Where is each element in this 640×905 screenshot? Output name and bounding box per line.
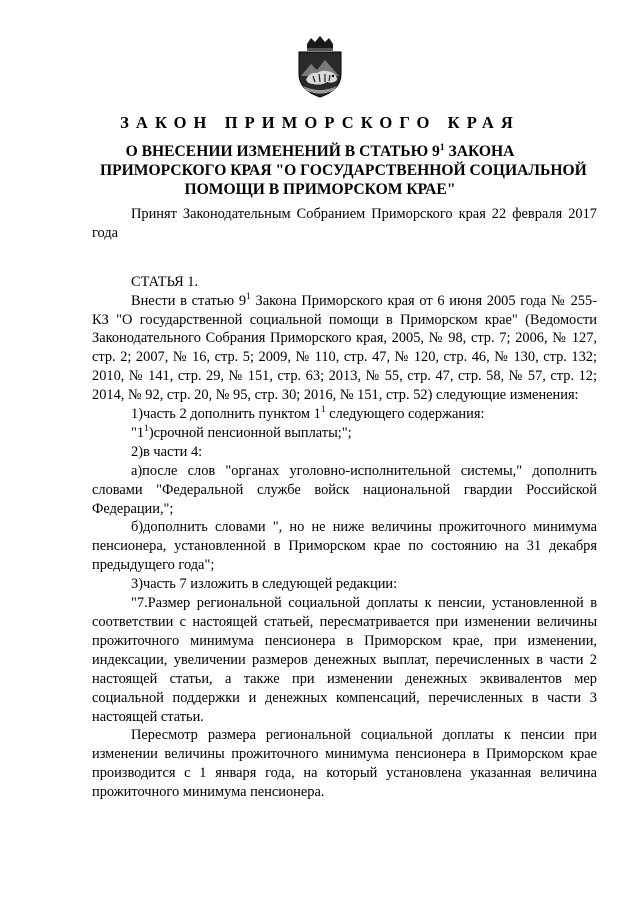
subtitle-line-1-text: О ВНЕСЕНИИ ИЗМЕНЕНИЙ В СТАТЬЮ 9	[125, 143, 440, 160]
adopted-statement: Принят Законодательным Собранием Приморского края 22 февраля 2017 года	[92, 206, 597, 241]
article-intro	[92, 292, 597, 405]
superscript: 1	[144, 423, 149, 434]
subtitle-line-1-end: ЗАКОНА	[444, 143, 515, 160]
item-2b: б)дополнить словами ", но не ниже величины прожиточного минимума пенсионера, установленной в Приморском крае по состоянию на 31 декабря предыдущего года";	[92, 519, 597, 574]
item-1-text: 1)часть 2 дополнить пунктом 1	[131, 406, 321, 423]
coat-of-arms-emblem	[293, 36, 347, 98]
superscript: 1	[320, 405, 326, 416]
item-2a: а)после слов "органах уголовно-исполнительной системы," дополнить словами "Федеральной службе войск национальной гвардии Российской Федерации,";	[92, 462, 597, 517]
intro-text-start: Внести в статью 9	[131, 292, 247, 309]
item-1-quote-start: "1	[131, 424, 145, 441]
superscript: 1	[439, 143, 445, 153]
subtitle-line-2: ПРИМОРСКОГО КРАЯ "О ГОСУДАРСТВЕННОЙ СОЦИАЛЬНОЙ	[100, 162, 587, 179]
item-1-text-end: следующего содержания:	[325, 406, 485, 423]
law-body	[92, 205, 597, 802]
article-heading: СТАТЬЯ 1.	[131, 273, 199, 290]
superscript: 1	[246, 291, 251, 302]
item-1	[92, 405, 597, 424]
subtitle-line-3: ПОМОЩИ В ПРИМОРСКОМ КРАЕ"	[184, 181, 456, 198]
item-1-quote	[92, 424, 597, 443]
item-3-quote: "7.Размер региональной социальной доплаты к пенсии, установленной в соответствии с настоящей статьей, пересматривается при изменении величины прожиточного минимума пенсионера в Приморском крае, при изменении, индексации, увеличении размеров денежных выплат, перечисленных в части 2 настоящей статьи, а также при изменении денежных эквивалентов мер социальной поддержки и денежных компенсаций, перечисленных в части 3 настоящей статьи.	[92, 595, 597, 725]
subtitle-line-1	[100, 142, 540, 161]
law-subtitle	[100, 142, 587, 199]
item-1-quote-end: )срочной пенсионной выплаты;";	[148, 424, 352, 441]
item-3-quote-2: Пересмотр размера региональной социальной доплаты к пенсии при изменении величины прожиточного минимума пенсионера в Приморском крае производится с 1 января года, на который установлена указанная величина прожиточного минимума пенсионера.	[92, 727, 597, 801]
item-2: 2)в части 4:	[131, 443, 203, 460]
law-title: ЗАКОН ПРИМОРСКОГО КРАЯ	[120, 113, 520, 132]
intro-text-rest: Закона Приморского края от 6 июня 2005 года № 255-КЗ "О государственной социальной помощи в Приморском крае" (Ведомости Законодательного Собрания Приморского края, 2005, № 98, стр. 7; 2006, № 127, стр. 2; 2007, № 16, стр. 5; 2009, № 110, стр. 47, № 120, стр. 46, № 130, стр. 132; 2010, № 141, стр. 29, № 151, стр. 63; 2013, № 55, стр. 47, стр. 58, № 57, стр. 12; 2014, № 92, стр. 20, № 95, стр. 30; 2016, № 151, стр. 52) следующие изменения:	[92, 292, 597, 404]
coat-of-arms-icon	[293, 36, 347, 98]
item-3: 3)часть 7 изложить в следующей редакции:	[131, 576, 398, 593]
